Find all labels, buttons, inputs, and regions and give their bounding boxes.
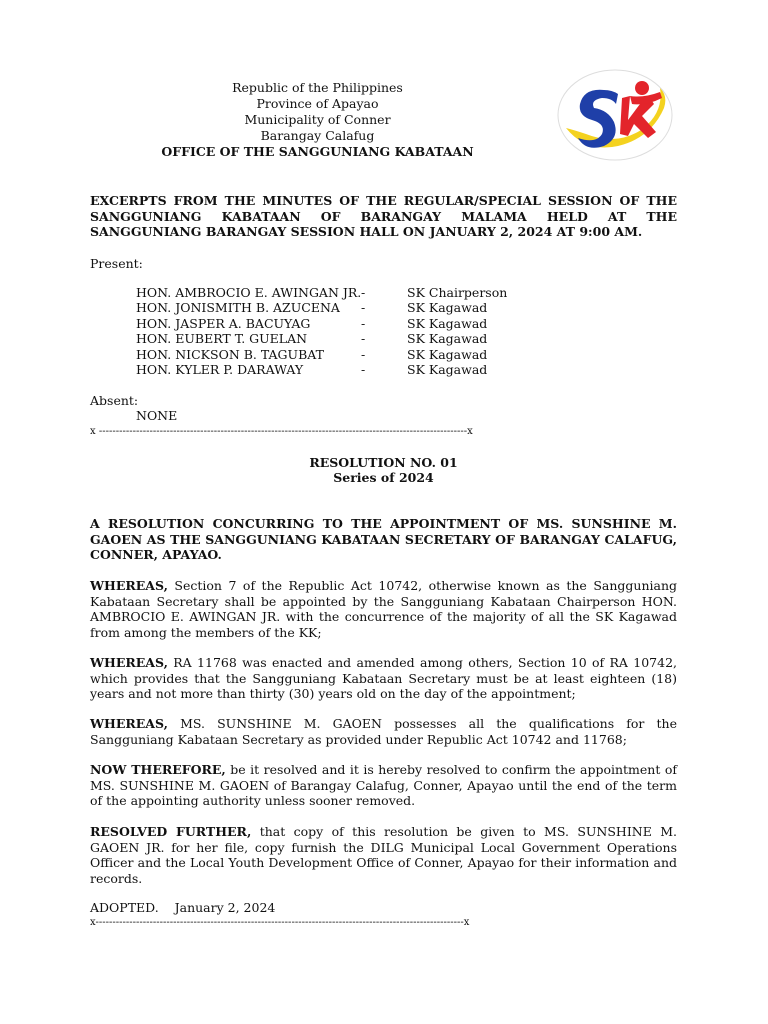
member-name: HON. JONISMITH B. AZUCENA	[136, 300, 340, 316]
letterhead	[160, 80, 475, 160]
paragraph-text: that copy of this resolution be given to MS. SUNSHINE M. GAOEN JR. for her file, copy furnish the DILG Municipal Local Government Operations Officer and the Local Youth Development Office of Conner, Apayao for their information and records.	[90, 824, 677, 886]
member-name: HON. NICKSON B. TAGUBAT	[136, 346, 324, 362]
paragraph-text: be it resolved and it is hereby resolved to confirm the appointment of MS. SUNSHINE M. GAOEN of Barangay Calafug, Conner, Apayao until the end of the term of the appointing authority unless sooner removed.	[90, 762, 678, 808]
member-name: HON. KYLER P. DARAWAY	[136, 362, 304, 378]
header-province: Province of Apayao	[256, 96, 379, 111]
now-therefore-paragraph	[90, 762, 677, 809]
member-name: HON. AMBROCIO E. AWINGAN JR.	[136, 285, 362, 300]
resolution-series: Series of 2024	[333, 470, 434, 485]
paragraph-text: Section 7 of the Republic Act 10742, otherwise known as the Sangguniang Kabataan Secretary shall be appointed by the Sangguniang Kabataan Chairperson HON. AMBROCIO E. AWINGAN JR. with the concurrence of the majority of all the SK Kagawad from among the members of the KK;	[90, 578, 677, 640]
paragraph-lead: NOW THEREFORE,	[90, 762, 226, 777]
member-role: SK Kagawad	[407, 315, 488, 331]
member-role: SK Kagawad	[407, 331, 488, 347]
header-barangay: Barangay Calafug	[260, 128, 375, 143]
whereas-paragraph	[90, 578, 677, 640]
member-row	[136, 285, 507, 300]
member-dash: -	[361, 362, 366, 378]
member-row	[136, 331, 507, 346]
header-office: OFFICE OF THE SANGGUNIANG KABATAAN	[161, 144, 474, 159]
paragraph-text: MS. SUNSHINE M. GAOEN possesses all the qualifications for the Sangguniang Kabataan Secretary as provided under Republic Act 10742 and 11768;	[90, 716, 677, 747]
resolved-further-paragraph	[90, 824, 677, 886]
members-list	[136, 285, 507, 377]
member-row	[136, 316, 507, 331]
member-role: SK Kagawad	[407, 362, 488, 378]
member-dash: -	[361, 315, 366, 331]
paragraph-lead: WHEREAS,	[90, 655, 168, 670]
member-row	[136, 300, 507, 315]
member-name: HON. EUBERT T. GUELAN	[136, 331, 308, 347]
member-dash: -	[361, 346, 366, 362]
separator-line: x -------------------------------------------------------------------------------------------------------------x	[90, 426, 473, 437]
absent-value: NONE	[136, 408, 178, 423]
member-name: HON. JASPER A. BACUYAG	[136, 315, 311, 331]
member-dash: -	[361, 285, 366, 300]
member-role: SK Chairperson	[407, 285, 508, 300]
member-row	[136, 362, 507, 377]
paragraph-text: RA 11768 was enacted and amended among others, Section 10 of RA 10742, which provides that the Sangguniang Kabataan Secretary must be at least eighteen (18) years and not more than thirty (30) years old on the day of the appointment;	[90, 655, 677, 701]
member-role: SK Kagawad	[407, 346, 488, 362]
paragraph-lead: RESOLVED FURTHER,	[90, 824, 252, 839]
adopted-date: ADOPTED. January 2, 2024	[90, 900, 276, 915]
member-row	[136, 347, 507, 362]
member-role: SK Kagawad	[407, 300, 488, 316]
resolution-number: RESOLUTION NO. 01	[309, 455, 458, 470]
absent-label: Absent:	[90, 393, 139, 408]
minutes-excerpt: EXCERPTS FROM THE MINUTES OF THE REGULAR/SPECIAL SESSION OF THE SANGGUNIANG KABATAAN OF BARANGAY MALAMA HELD AT THE SANGGUNIANG BARANGAY SESSION HALL ON JANUARY 2, 2024 AT 9:00 AM.	[90, 193, 677, 239]
member-dash: -	[361, 300, 366, 316]
whereas-paragraph	[90, 716, 677, 747]
paragraph-lead: WHEREAS,	[90, 716, 168, 731]
whereas-paragraph	[90, 655, 677, 702]
resolution-title: A RESOLUTION CONCURRING TO THE APPOINTMENT OF MS. SUNSHINE M. GAOEN AS THE SANGGUNIANG KABATAAN SECRETARY OF BARANGAY CALAFUG, CONNER, APAYAO.	[90, 516, 677, 562]
sk-logo-icon	[556, 68, 674, 162]
separator-line: x-------------------------------------------------------------------------------------------------------------x	[90, 917, 470, 928]
member-dash: -	[361, 331, 366, 347]
header-municipality: Municipality of Conner	[244, 112, 391, 127]
header-country: Republic of the Philippines	[232, 80, 403, 95]
present-label: Present:	[90, 256, 143, 271]
paragraph-lead: WHEREAS,	[90, 578, 168, 593]
